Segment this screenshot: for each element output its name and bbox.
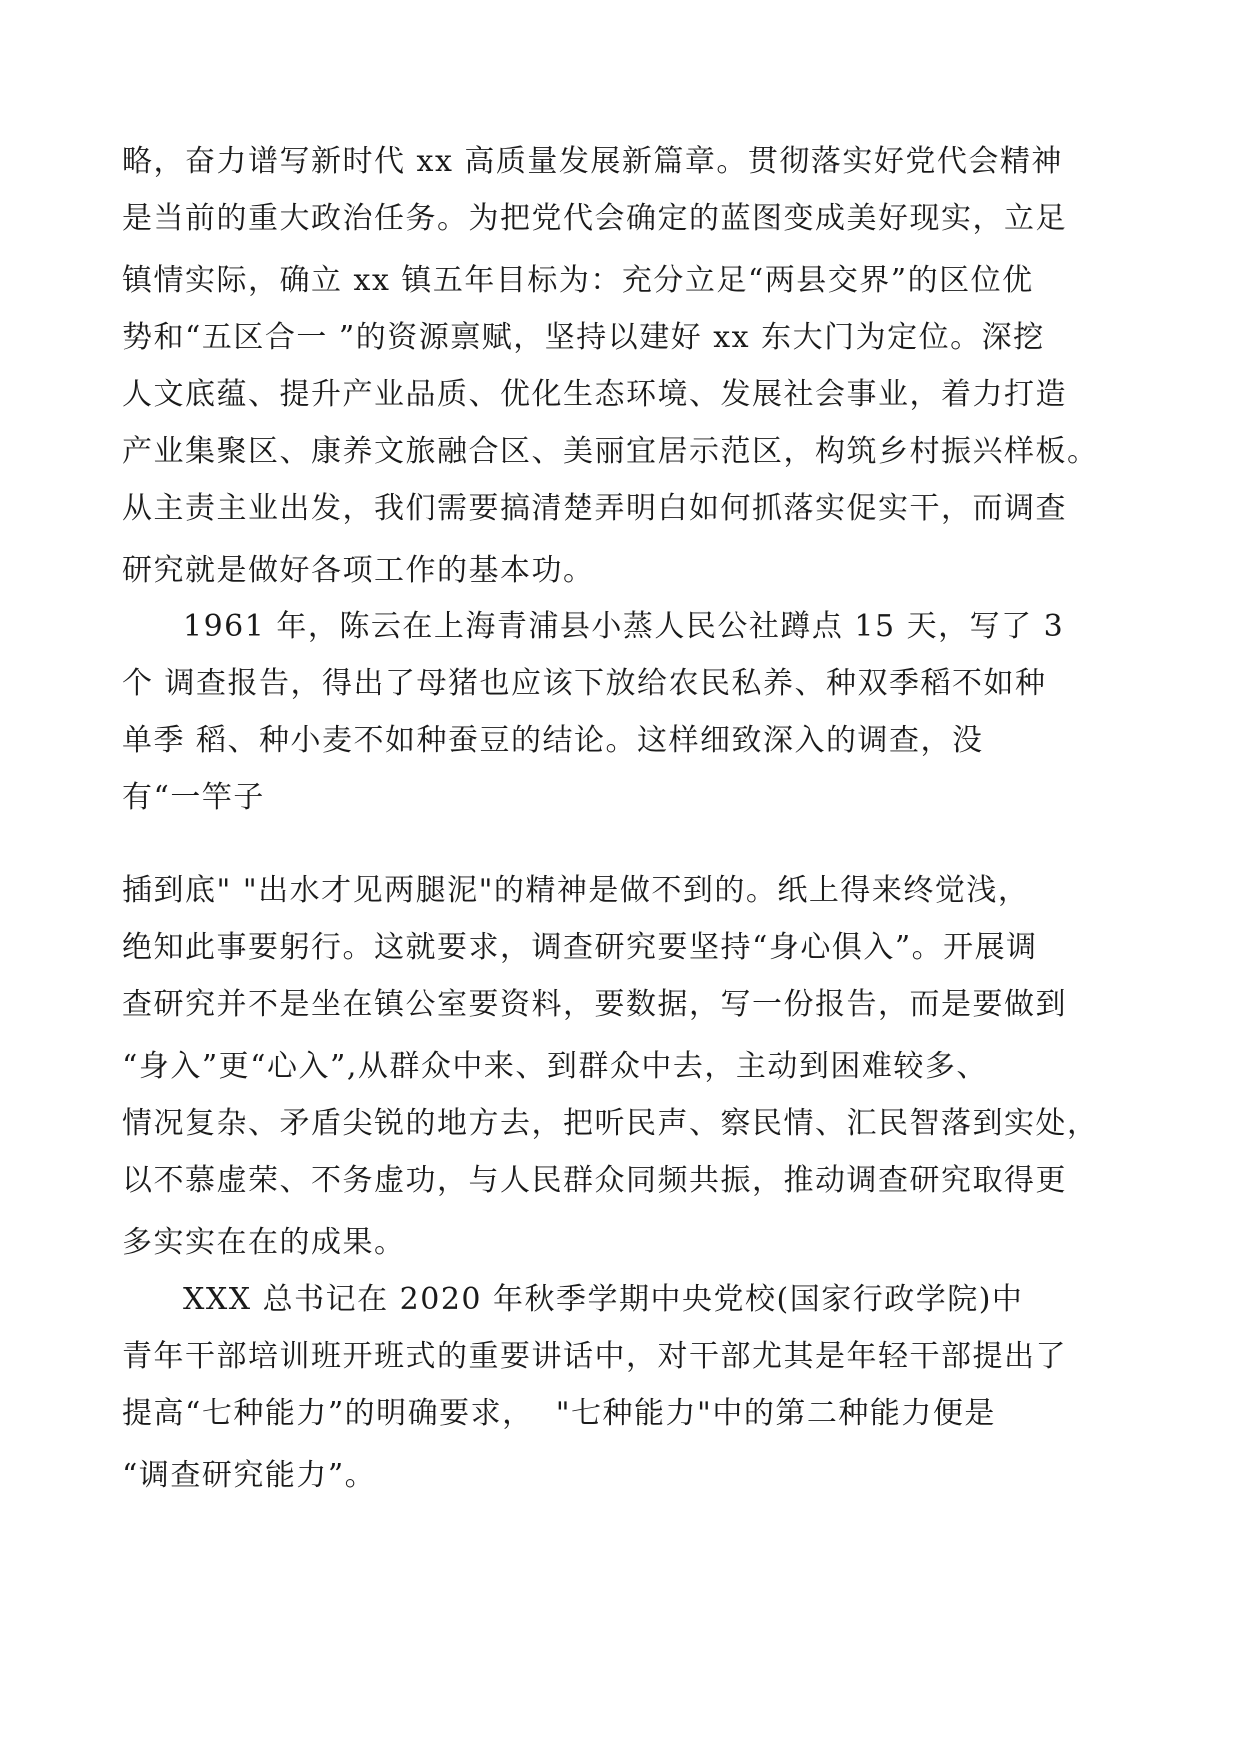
text-line: 是当前的重大政治任务。为把党代会确定的蓝图变成美好现实，立足 [122, 201, 1067, 236]
text-line: 情况复杂、矛盾尖锐的地方去，把听民声、察民情、汇民智落到实处， [122, 1106, 1099, 1141]
text-line: 查研究并不是坐在镇公室要资料，要数据，写一份报告，而是要做到 [122, 987, 1067, 1022]
text-line: 有“一竿子 [122, 780, 265, 815]
text-line: XXX 总书记在 2020 年秋季学期中央党校(国家行政学院)中 [183, 1282, 1024, 1317]
text-line: 人文底蕴、提升产业品质、优化生态环境、发展社会事业，着力打造 [122, 377, 1067, 412]
text-line: 从主责主业出发，我们需要搞清楚弄明白如何抓落实促实干，而调查 [122, 491, 1067, 526]
text-line: 产业集聚区、康养文旅融合区、美丽宜居示范区，构筑乡村振兴样板。 [122, 434, 1099, 469]
text-line: 青年干部培训班开班式的重要讲话中，对干部尤其是年轻干部提出了 [122, 1339, 1067, 1374]
text-line: 多实实在在的成果。 [122, 1225, 406, 1260]
text-line: 1961 年，陈云在上海青浦县小蒸人民公社蹲点 15 天，写了 3 [183, 609, 1065, 644]
text-line: “身入”更“心入”,从群众中来、到群众中去，主动到困难较多、 [122, 1049, 988, 1084]
text-line: 单季 稻、种小麦不如种蚕豆的结论。这样细致深入的调查，没 [122, 723, 984, 758]
text-line: 镇情实际，确立 xx 镇五年目标为：充分立足“两县交界”的区位优 [122, 263, 1034, 298]
text-line: 以不慕虚荣、不务虚功，与人民群众同频共振，推动调查研究取得更 [122, 1163, 1067, 1198]
text-line: 绝知此事要躬行。这就要求，调查研究要坚持“身心俱入”。开展调 [122, 930, 1038, 965]
text-line: 略，奋力谱写新时代 xx 高质量发展新篇章。贯彻落实好党代会精神 [122, 144, 1063, 179]
text-line: 插到底" "出水才见两腿泥"的精神是做不到的。纸上得来终觉浅， [122, 873, 1030, 908]
text-line: 个 调查报告，得出了母猪也应该下放给农民私养、种双季稻不如种 [122, 666, 1047, 701]
text-line: 提高“七种能力”的明确要求， "七种能力"中的第二种能力便是 [122, 1396, 996, 1431]
text-line: 势和“五区合一 ”的资源禀赋，坚持以建好 xx 东大门为定位。深挖 [122, 320, 1045, 355]
text-line: 研究就是做好各项工作的基本功。 [122, 553, 595, 588]
text-line: “调查研究能力”。 [122, 1458, 377, 1493]
